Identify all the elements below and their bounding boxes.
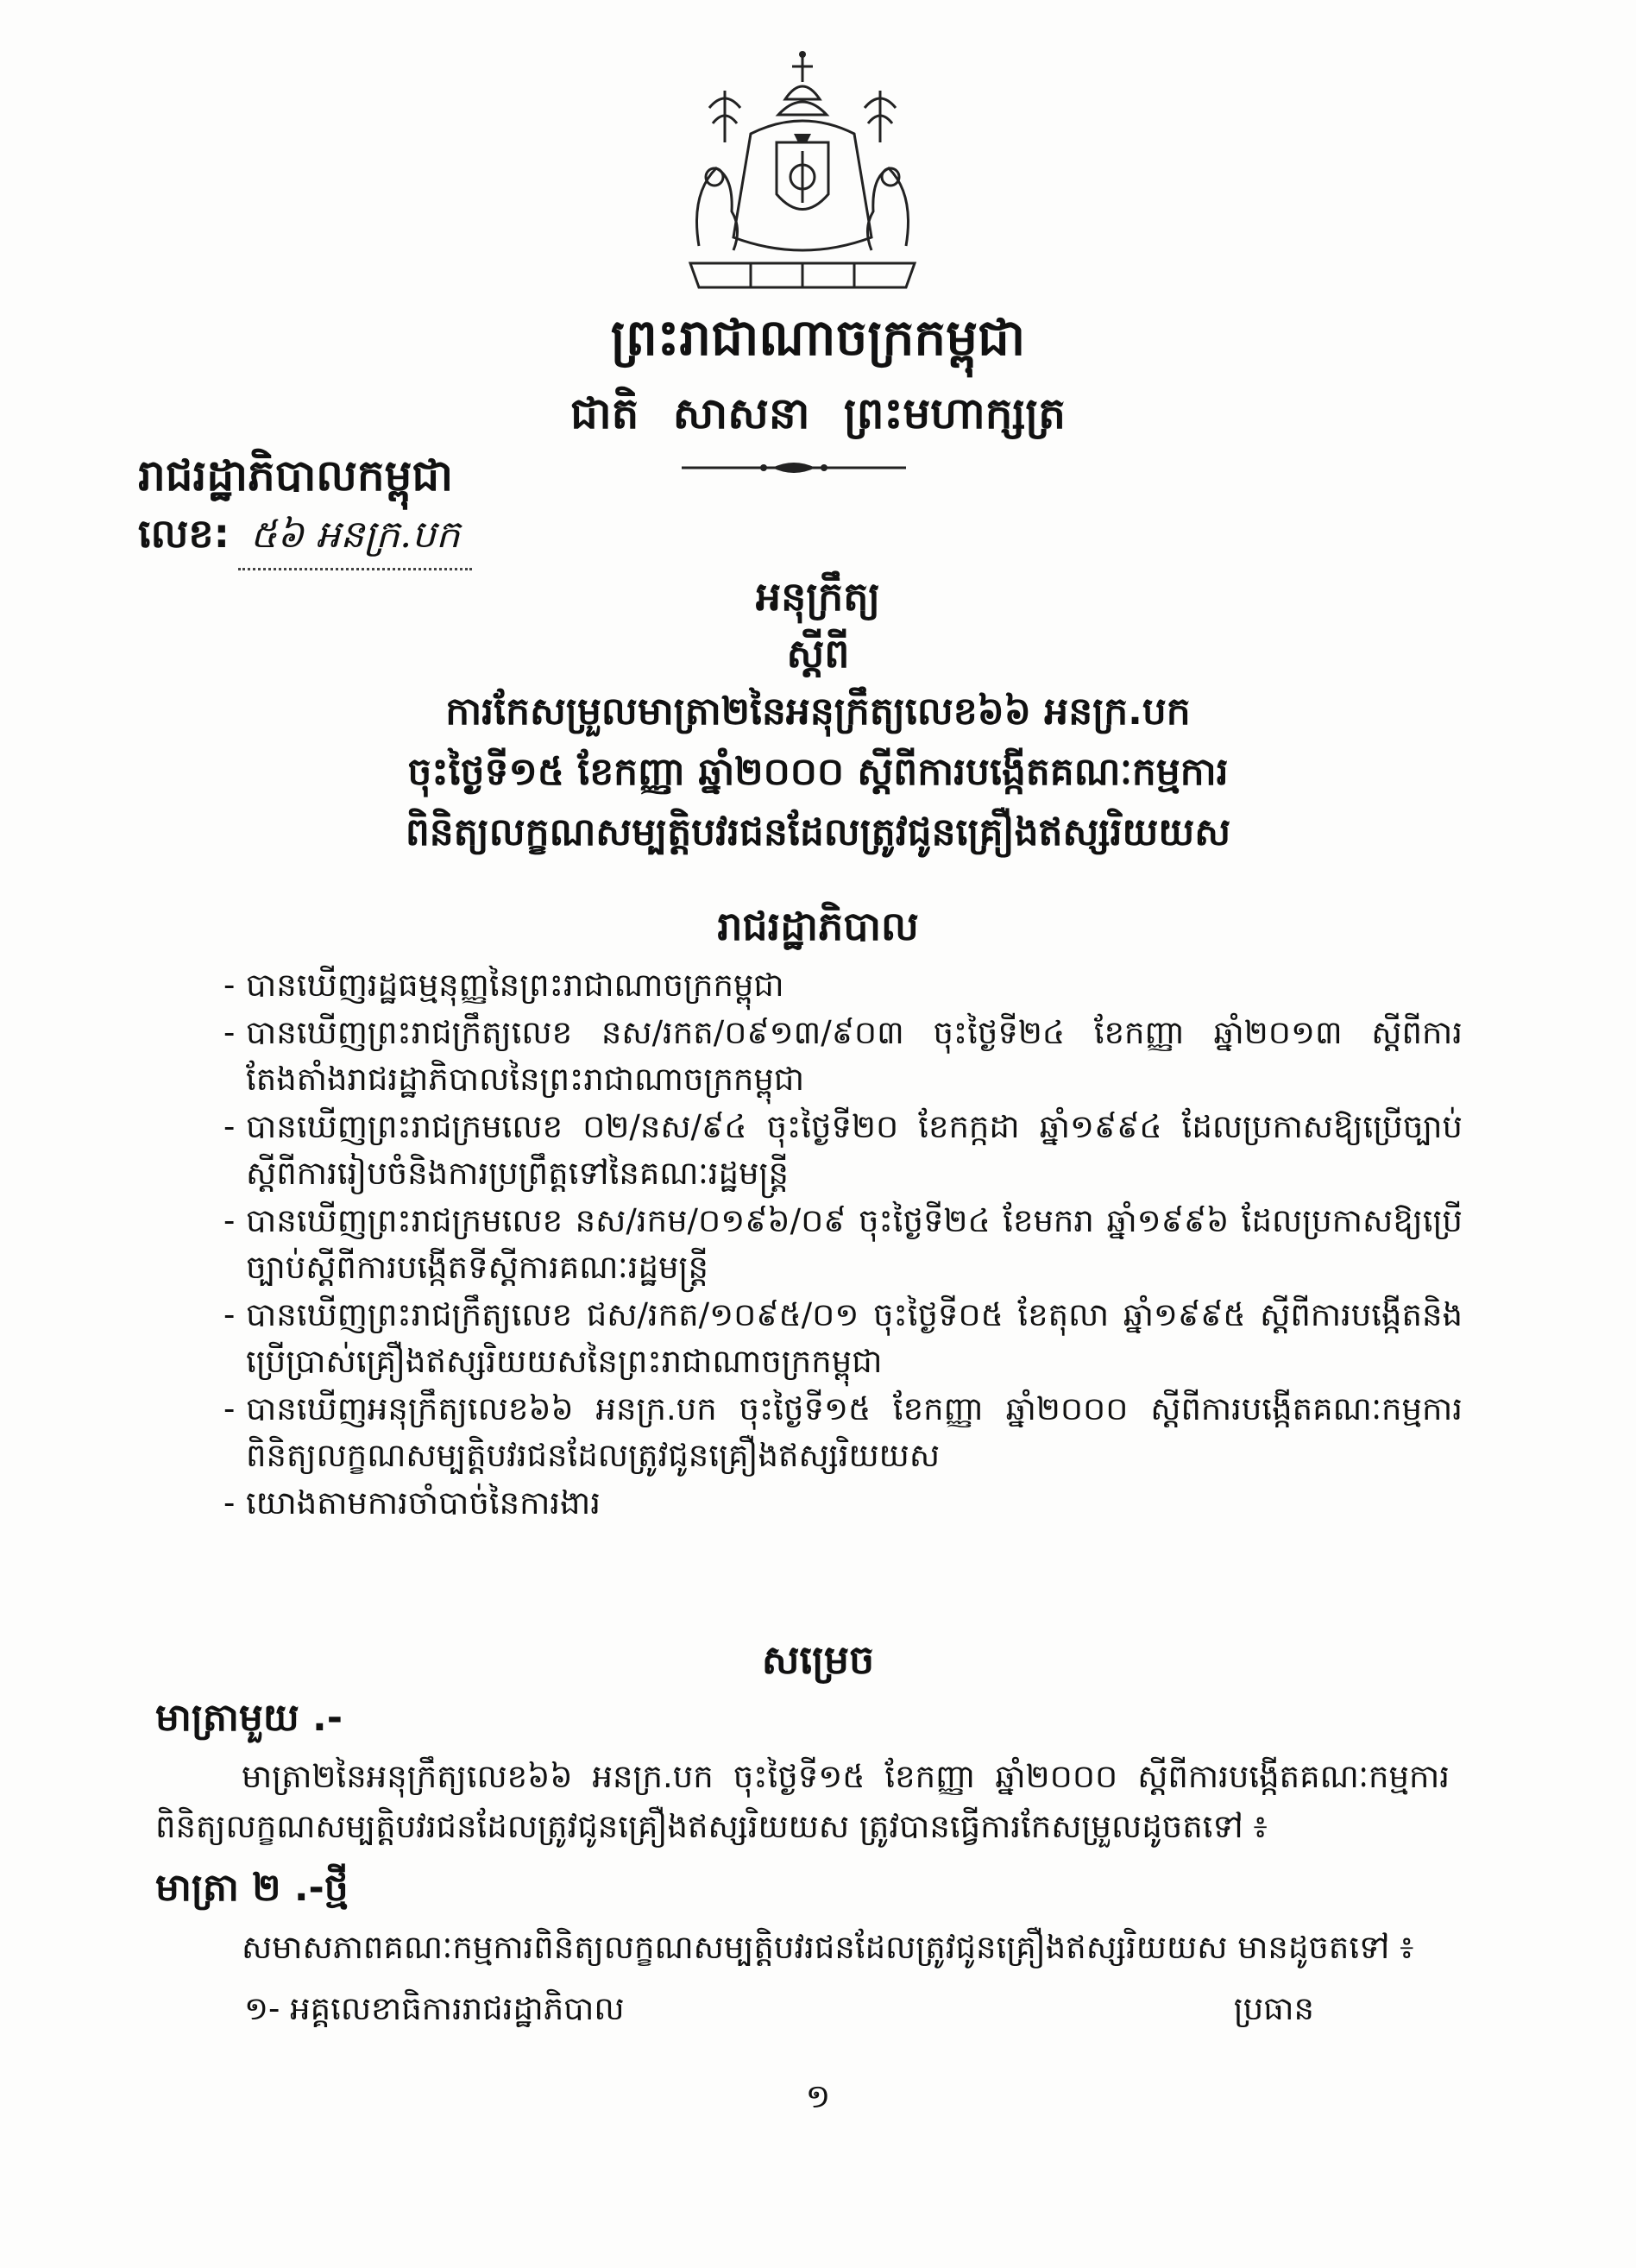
document-type: អនុក្រឹត្យ bbox=[755, 573, 881, 620]
ornament-divider-icon bbox=[682, 459, 906, 476]
decree-title-block bbox=[0, 568, 1636, 863]
government-header: រាជរដ្ឋាភិបាលកម្ពុជា bbox=[138, 450, 453, 501]
preamble-item: - បានឃើញព្រះរាជក្រឹត្យលេខ នស/រកត/០៩១៣/៩០៣ ចុះថ្ងៃទី២៤ ខែកញ្ញា ឆ្នាំ២០១៣ ស្តីពីការតែងតាំងរាជរដ្ឋាភិបាលនៃព្រះរាជាណាចក្រកម្ពុជា bbox=[229, 1010, 1463, 1103]
motto-religion: សាសនា bbox=[672, 388, 810, 438]
title-line: ការកែសម្រួលមាត្រា២នៃអនុក្រឹត្យលេខ៦៦ អនក្រ.បក bbox=[445, 690, 1191, 734]
page-number: ១ bbox=[805, 2077, 831, 2115]
preamble-item: - យោងតាមការចាំបាច់នៃការងារ bbox=[229, 1480, 1463, 1527]
article-1-label: មាត្រាមួយ .- bbox=[155, 1696, 343, 1740]
member-position: ១- អគ្គលេខាធិការរាជរដ្ឋាភិបាល bbox=[244, 1990, 625, 2027]
preamble-item: - បានឃើញព្រះរាជក្រឹត្យលេខ ជស/រកត/១០៩៥/០១ ចុះថ្ងៃទី០៥ ខែតុលា ឆ្នាំ១៩៩៥ ស្តីពីការបង្កើតនិងប្រើប្រាស់គ្រឿងឥស្សរិយយសនៃព្រះរាជាណាចក្រកម្ពុជា bbox=[229, 1292, 1463, 1385]
title-line: ចុះថ្ងៃទី១៥ ខែកញ្ញា ឆ្នាំ២០០០ ស្តីពីការបង្កើតគណៈកម្មការ bbox=[407, 750, 1229, 794]
national-motto bbox=[0, 387, 1636, 450]
kingdom-title: ព្រះរាជាណាចក្រកម្ពុជា bbox=[610, 308, 1026, 367]
preamble-item: - បានឃើញព្រះរាជក្រមលេខ ០២/នស/៩៤ ចុះថ្ងៃទី២០ ខែកក្កដា ឆ្នាំ១៩៩៤ ដែលប្រកាសឱ្យប្រើច្បាប់ស្តីពីការរៀបចំនិងការប្រព្រឹត្តទៅនៃគណៈរដ្ឋមន្ត្រី bbox=[229, 1104, 1463, 1197]
decision-heading: សម្រេច bbox=[761, 1636, 875, 1683]
article-2-text: សមាសភាពគណៈកម្មការពិនិត្យលក្ខណសម្បត្តិបវរជនដែលត្រូវជូនគ្រឿងឥស្សរិយយស មានដូចតទៅ ៖ bbox=[242, 1929, 1414, 1966]
preamble-item: - បានឃើញអនុក្រឹត្យលេខ៦៦ អនក្រ.បក ចុះថ្ងៃទី១៥ ខែកញ្ញា ឆ្នាំ២០០០ ស្តីពីការបង្កើតគណៈកម្មការពិនិត្យលក្ខណសម្បត្តិបវរជនដែលត្រូវជូនគ្រឿងឥស្សរិយយស bbox=[229, 1386, 1463, 1479]
committee-member-row bbox=[244, 1989, 1314, 2036]
preamble-heading: រាជរដ្ឋាភិបាល bbox=[717, 903, 919, 949]
article-1-text: មាត្រា២នៃអនុក្រឹត្យលេខ៦៦ អនក្រ.បក ចុះថ្ងៃទី១៥ ខែកញ្ញា ឆ្នាំ២០០០ ស្តីពីការបង្កើតគណៈកម្មការពិនិត្យលក្ខណសម្បត្តិបវរជនដែលត្រូវជូនគ្រឿងឥស្សរិយយស ត្រូវបានធ្វើការកែសម្រួលដូចតទៅ ៖ bbox=[155, 1758, 1450, 1845]
preamble-item: - បានឃើញរដ្ឋធម្មនុញ្ញនៃព្រះរាជាណាចក្រកម្ពុជា bbox=[229, 962, 1463, 1009]
preamble-list bbox=[229, 962, 1463, 1528]
royal-coat-of-arms-emblem bbox=[664, 47, 941, 298]
article-2-label: មាត្រា ២ .-ថ្មី bbox=[155, 1866, 349, 1910]
motto-nation: ជាតិ bbox=[570, 388, 639, 438]
reference-label: លេខ: bbox=[138, 510, 230, 557]
title-line: ពិនិត្យលក្ខណសម្បត្តិបវរជនដែលត្រូវជូនគ្រឿងឥស្សរិយយស bbox=[405, 810, 1231, 854]
preamble-item: - បានឃើញព្រះរាជក្រមលេខ នស/រកម/០១៩៦/០៩ ចុះថ្ងៃទី២៤ ខែមករា ឆ្នាំ១៩៩៦ ដែលប្រកាសឱ្យប្រើច្បាប់ស្តីពីការបង្កើតទីស្តីការគណៈរដ្ឋមន្ត្រី bbox=[229, 1198, 1463, 1291]
title-about: ស្តីពី bbox=[786, 630, 850, 677]
motto-king: ព្រះមហាក្សត្រ bbox=[843, 388, 1066, 438]
member-role: ប្រធាន bbox=[1233, 1990, 1314, 2027]
reference-number-row bbox=[138, 509, 472, 570]
reference-number-handwritten: ៥៦ អនក្រ.បក bbox=[238, 511, 472, 570]
